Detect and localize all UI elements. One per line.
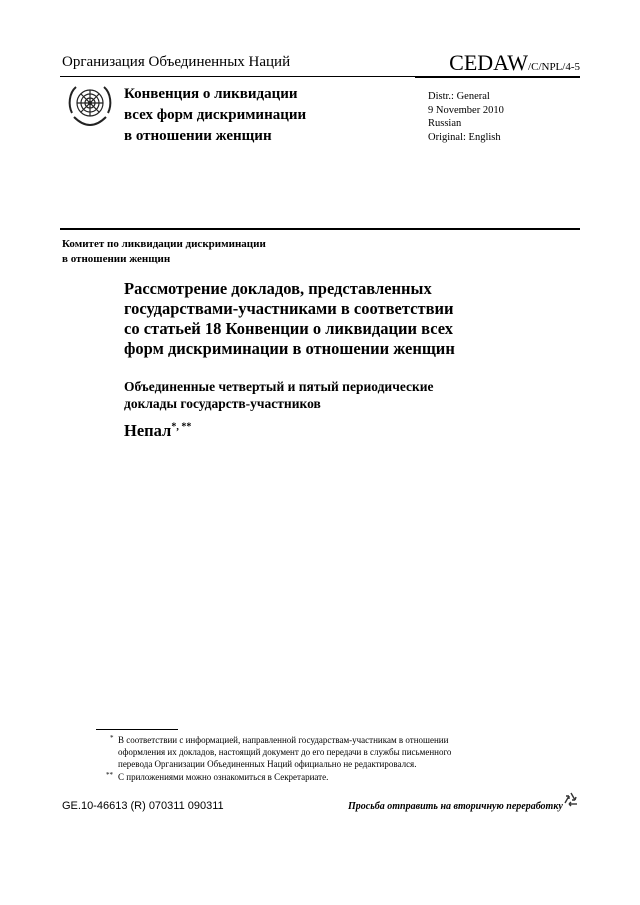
document-date: 9 November 2010 [428, 104, 504, 116]
main-title [124, 279, 524, 359]
symbol-main: CEDAW [449, 50, 529, 75]
footnote-rule [96, 729, 178, 730]
footnote-line: В соответствии с информацией, направленной государствам-участникам в отношении [118, 735, 449, 745]
un-emblem-icon [64, 83, 116, 129]
convention-title-line: в отношении женщин [124, 128, 272, 144]
original-language: Original: English [428, 131, 501, 143]
committee-line: Комитет по ликвидации дискриминации [62, 238, 266, 250]
country-heading [124, 421, 191, 441]
distribution-info [428, 90, 504, 144]
committee-line: в отношении женщин [62, 253, 171, 265]
recycle-icon [560, 790, 582, 812]
main-title-line: государствами-участниками в соответствии [124, 299, 454, 318]
country-name: Непал [124, 421, 172, 440]
header-rule-accent [415, 76, 580, 78]
main-title-line: Рассмотрение докладов, представленных [124, 279, 432, 298]
section-rule [60, 228, 580, 230]
footnote-line: С приложениями можно ознакомиться в Секретариате. [118, 772, 329, 782]
distribution-type: Distr.: General [428, 91, 490, 102]
main-title-line: форм дискриминации в отношении женщин [124, 339, 455, 358]
document-symbol [449, 50, 580, 76]
document-language: Russian [428, 118, 462, 129]
footnote-line: оформления их докладов, настоящий документ до его передачи в службы письменного [118, 747, 452, 757]
subtitle-line: Объединенные четвертый и пятый периодические [124, 379, 434, 394]
footnote-mark: * [110, 734, 114, 742]
footnote-2 [106, 771, 538, 783]
committee-name [62, 237, 362, 267]
subtitle [124, 378, 504, 412]
footnote-marks: *, ** [171, 421, 192, 433]
convention-title [124, 84, 384, 147]
main-title-line: со статьей 18 Конвенции о ликвидации всех [124, 319, 454, 338]
footnote-mark: ** [106, 771, 113, 779]
subtitle-line: доклады государств-участников [124, 396, 321, 411]
recycle-notice: Просьба отправить на вторичную переработку [348, 801, 563, 812]
convention-title-line: всех форм дискриминации [124, 107, 307, 123]
convention-title-line: Конвенция о ликвидации [124, 86, 298, 102]
symbol-suffix: /C/NPL/4-5 [528, 61, 580, 73]
document-number: GE.10-46613 (R) 070311 090311 [62, 800, 224, 812]
footnote-1 [110, 734, 538, 770]
footnote-line: перевода Организации Объединенных Наций официально не редактировался. [118, 759, 417, 769]
organization-name: Организация Объединенных Наций [62, 54, 291, 70]
